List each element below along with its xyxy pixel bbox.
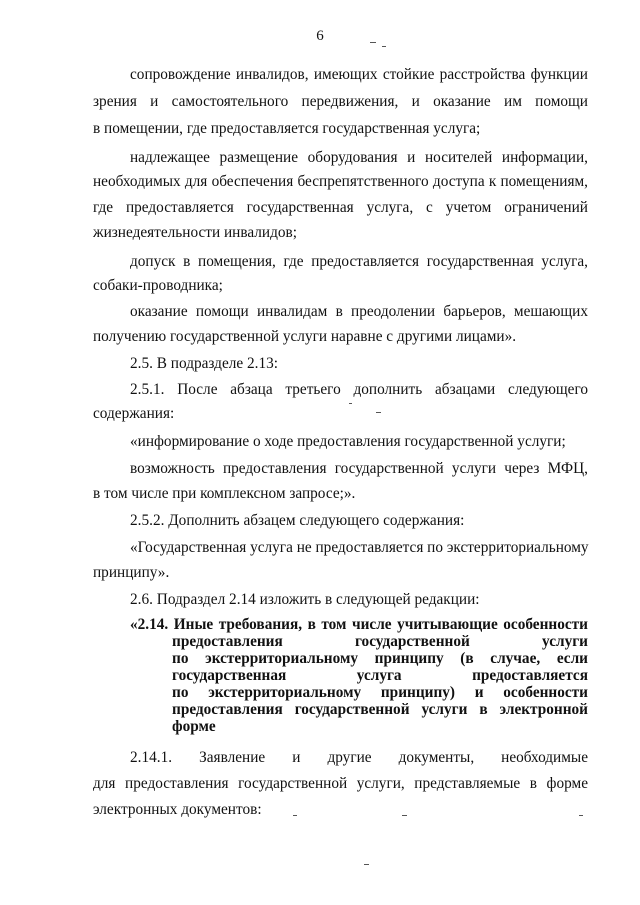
section-heading-line: по экстерриториальному принципу) и особенности [172, 684, 588, 701]
text-line: 2.6. Подраздел 2.14 изложить в следующей редакции: [130, 591, 480, 608]
page-number: 6 [316, 28, 324, 44]
text-line: содержания: [93, 405, 175, 422]
text-line: получению государственной услуги наравне с другими лицами». [93, 328, 517, 345]
text-line: зрения и самостоятельного передвижения, и оказание им помощи [93, 93, 588, 110]
text-line: надлежащее размещение оборудования и носителей информации, [130, 149, 588, 166]
text-line: 2.14.1. Заявление и другие документы, необходимые [130, 749, 588, 766]
section-heading-line: государственная услуга предоставляется [172, 667, 588, 684]
text-line: в помещении, где предоставляется государственная услуга; [93, 120, 481, 137]
scan-speck [349, 403, 352, 404]
text-line: электронных документов: [93, 801, 262, 818]
scan-speck [370, 42, 376, 43]
text-line: «информирование о ходе предоставления государственной услуги; [130, 433, 566, 450]
section-heading-line: предоставления государственной услуги в электронной [172, 701, 588, 718]
scan-speck [579, 815, 583, 816]
section-heading-line: форме [172, 718, 216, 735]
text-line: где предоставляется государственная услуга, с учетом ограничений [93, 199, 588, 216]
text-line: в том числе при комплексном запросе;». [93, 485, 356, 502]
scan-speck [382, 46, 386, 47]
text-line: допуск в помещения, где предоставляется государственная услуга, [130, 253, 588, 270]
scan-speck [402, 815, 407, 816]
section-heading-line: «2.14. Иные требования, в том числе учитывающие особенности [130, 616, 588, 633]
scan-speck [293, 815, 297, 816]
text-line: 2.5.1. После абзаца третьего дополнить абзацами следующего [130, 381, 588, 398]
text-line: 2.5.2. Дополнить абзацем следующего содержания: [130, 512, 465, 529]
text-line: необходимых для обеспечения беспрепятственного доступа к помещениям, [93, 173, 588, 190]
scan-speck [376, 412, 381, 413]
text-line: «Государственная услуга не предоставляется по экстерриториальному [130, 539, 589, 556]
section-heading-line: по экстерриториальному принципу (в случае, если [172, 650, 588, 667]
text-line: жизнедеятельности инвалидов; [93, 224, 298, 241]
text-line: возможность предоставления государственной услуги через МФЦ, [130, 460, 588, 477]
text-line: собаки-проводника; [93, 277, 223, 294]
section-heading-line: предоставления государственной услуги [172, 633, 588, 650]
text-line: 2.5. В подразделе 2.13: [130, 355, 279, 372]
scan-speck [364, 864, 369, 865]
text-line: принципу». [93, 564, 170, 581]
text-line: сопровождение инвалидов, имеющих стойкие расстройства функции [130, 66, 588, 83]
text-line: для предоставления государственной услуги, представляемые в форме [93, 775, 588, 792]
text-line: оказание помощи инвалидам в преодолении барьеров, мешающих [130, 303, 588, 320]
